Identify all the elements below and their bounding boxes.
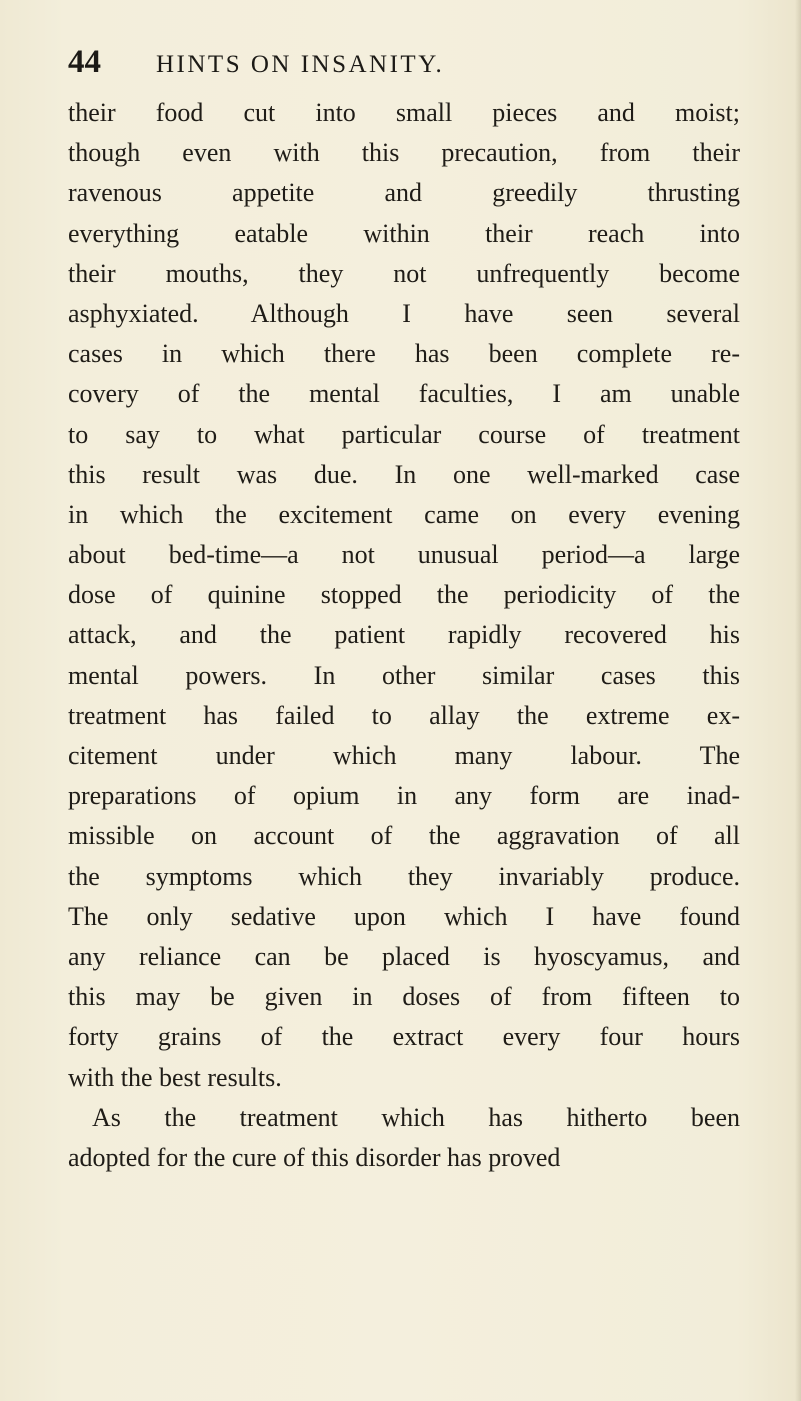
text-line: their food cut into small pieces and moist; — [68, 98, 740, 127]
text-line: treatment has failed to allay the extreme ex- — [68, 700, 740, 730]
text-line: citement under which many labour. The — [68, 741, 740, 770]
text-line: adopted for the cure of this disorder has proved — [68, 1142, 561, 1172]
text-line: everything eatable within their reach into — [68, 218, 740, 248]
text-line: their mouths, they not unfrequently become — [68, 258, 740, 288]
text-line: cases in which there has been complete re- — [68, 339, 740, 369]
text-line: preparations of opium in any form are inad- — [68, 781, 740, 811]
text-line: this may be given in doses of from fifteen to — [68, 982, 740, 1012]
text-line: forty grains of the extract every four hours — [68, 1022, 740, 1052]
text-line: with the best results. — [68, 1062, 282, 1092]
running-head: HINTS ON INSANITY. — [156, 51, 445, 78]
text-line: the symptoms which they invariably produce. — [68, 861, 740, 891]
body-text — [68, 93, 740, 1178]
page-edge-shadow — [795, 0, 801, 1401]
text-line: about bed-time—a not unusual period—a large — [68, 540, 740, 570]
page-number: 44 — [68, 44, 101, 80]
page-header — [68, 44, 768, 84]
text-line: to say to what particular course of treatment — [68, 419, 740, 449]
text-line: any reliance can be placed is hyoscyamus, and — [68, 941, 740, 971]
text-line: ravenous appetite and greedily thrusting — [68, 178, 740, 208]
text-line: mental powers. In other similar cases this — [68, 660, 740, 690]
text-line: missible on account of the aggravation of all — [68, 821, 740, 851]
text-line: As the treatment which has hitherto been — [92, 1102, 740, 1132]
text-line: asphyxiated. Although I have seen several — [68, 298, 740, 328]
text-line: in which the excitement came on every evening — [68, 499, 740, 529]
text-line: this result was due. In one well-marked case — [68, 459, 740, 489]
text-line: attack, and the patient rapidly recovered his — [68, 620, 740, 650]
text-line: The only sedative upon which I have found — [68, 901, 740, 931]
text-line: covery of the mental faculties, I am unable — [68, 379, 740, 409]
text-line: dose of quinine stopped the periodicity of the — [68, 580, 740, 610]
text-line: though even with this precaution, from their — [68, 138, 740, 168]
